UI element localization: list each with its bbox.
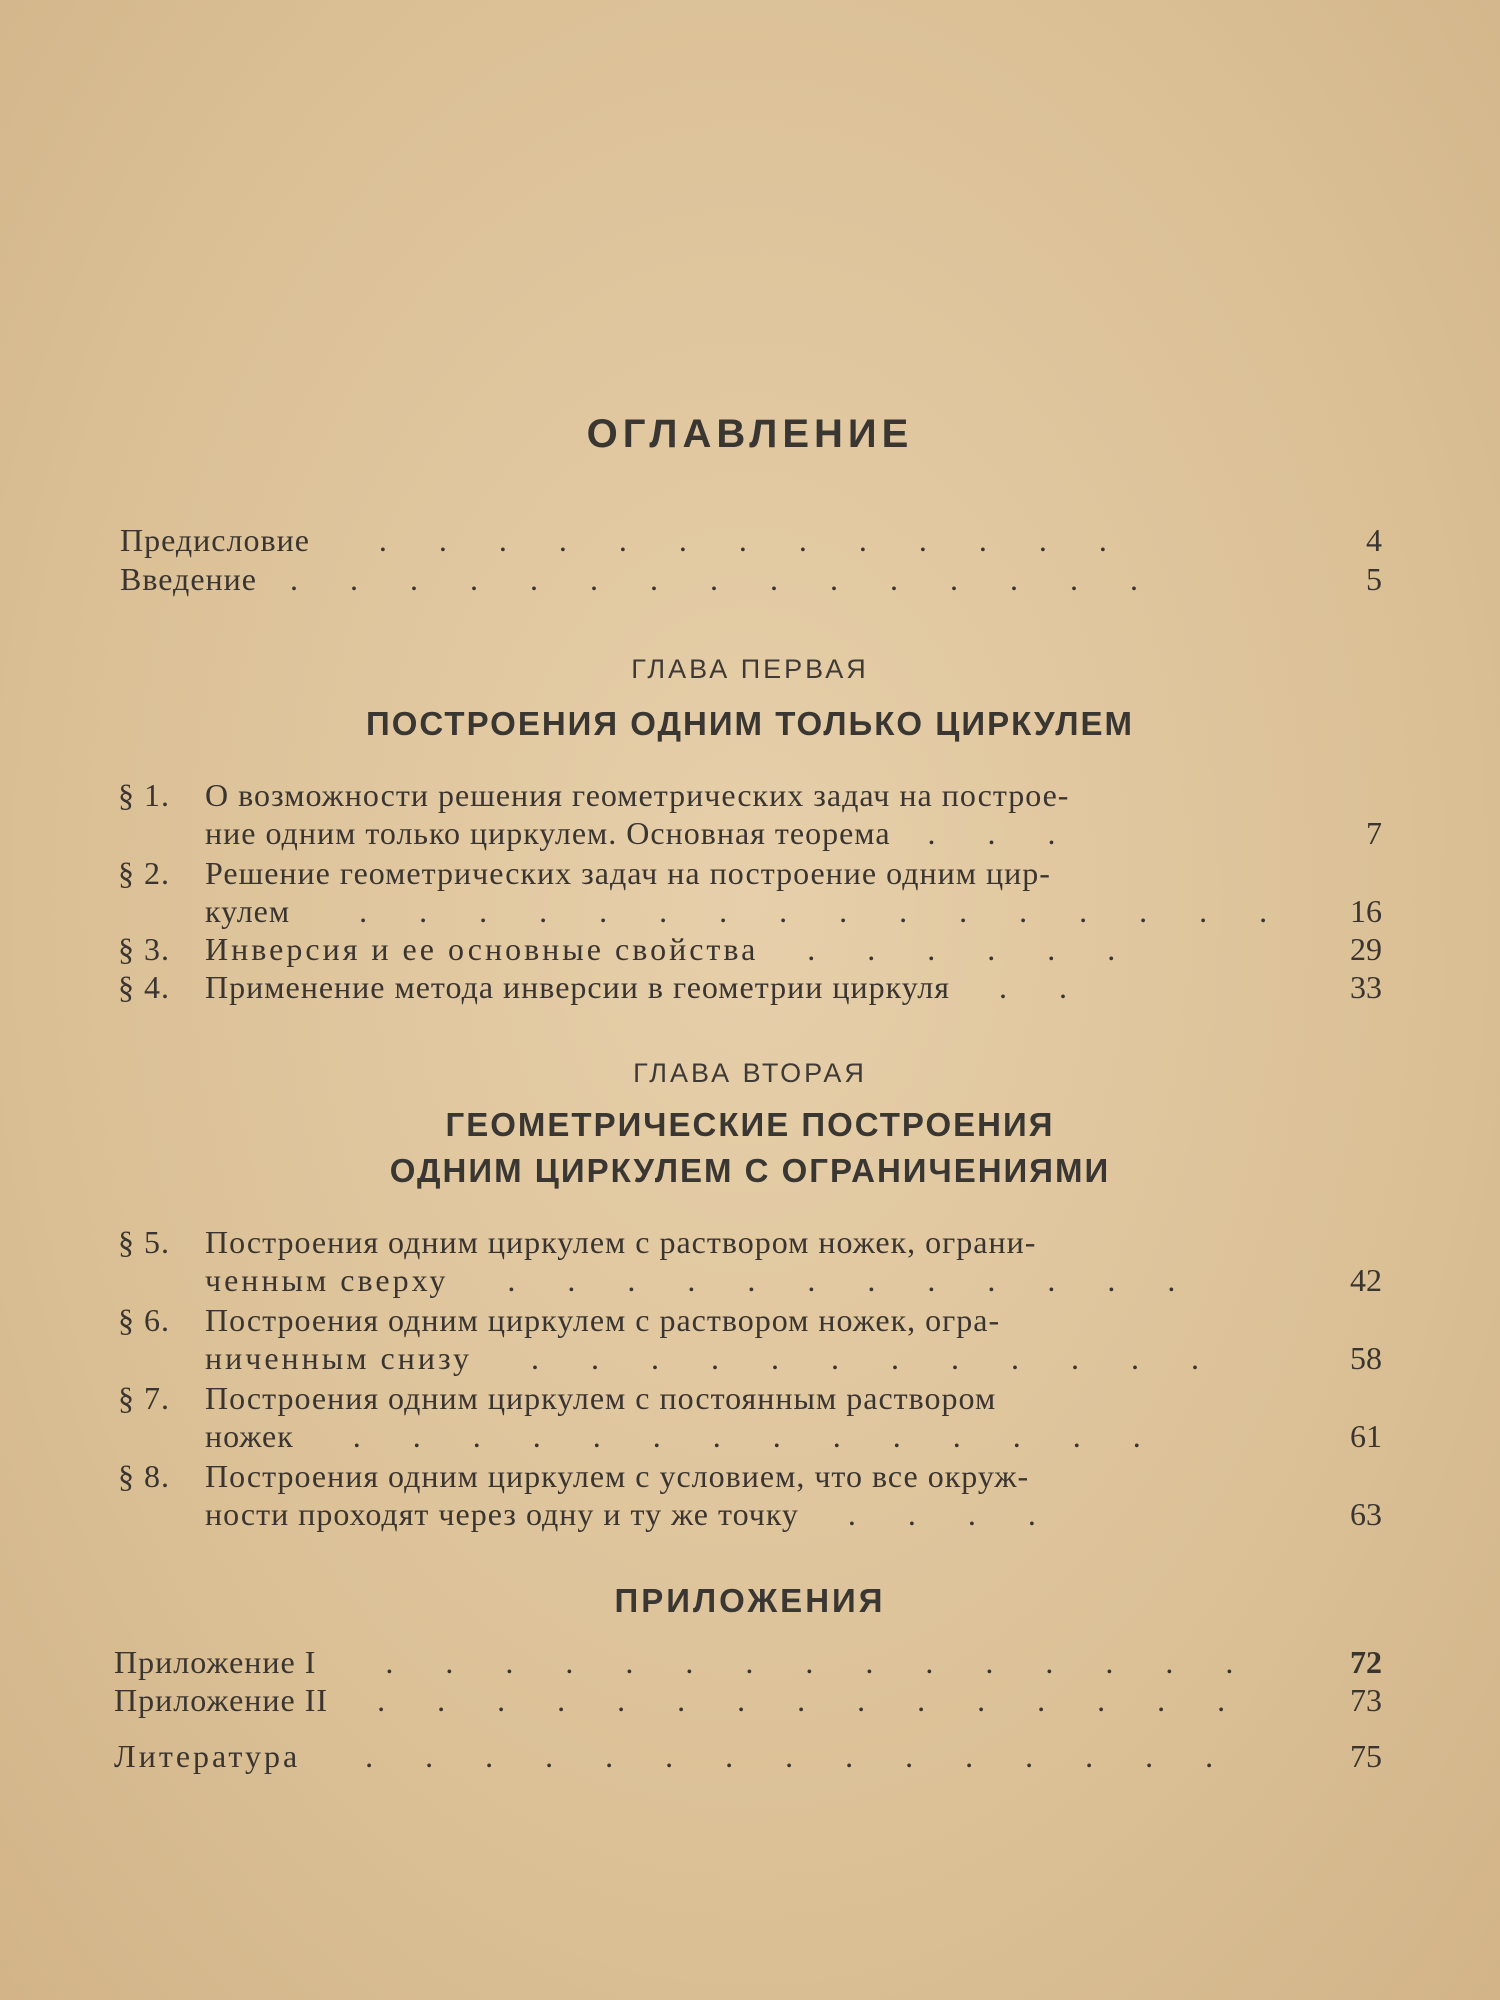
leader-dots: . . . . . . . . . . . . . . . [377,1682,1248,1718]
chapter-label: ГЛАВА ВТОРАЯ [633,1058,867,1088]
section-number: § 8. [118,1458,170,1494]
chapter-title-line: ГЕОМЕТРИЧЕСКИЕ ПОСТРОЕНИЯ [445,1106,1055,1143]
toc-entry-preface [120,522,1129,559]
section-title-line [205,1418,1163,1455]
page-number: 63 [1350,1496,1382,1532]
section-title-text: ниченным снизу [205,1340,472,1376]
leader-dots: . . . . . . . . . . . . . . . [365,1738,1236,1774]
chapter-title: ПОСТРОЕНИЯ ОДНИМ ТОЛЬКО ЦИРКУЛЕМ [366,705,1134,742]
page-number: 33 [1350,969,1382,1005]
page-number: 7 [1366,815,1382,851]
entry-label: Литература [114,1738,301,1774]
chapter-title-line: ОДНИМ ЦИРКУЛЕМ С ОГРАНИЧЕНИЯМИ [389,1152,1111,1189]
toc-entry-appendix-1 [114,1644,1255,1681]
section-title-text: ножек [205,1418,294,1454]
section-title-line: О возможности решения геометрических задач на построе- [205,777,1070,813]
entry-label: Приложение II [114,1682,329,1718]
leader-dots: . . [998,969,1089,1005]
section-number: § 4. [118,969,170,1005]
leader-dots: . . . . . . . . . . . . [530,1340,1221,1376]
section-title-text: ности проходят через одну и ту же точку [205,1496,799,1532]
entry-label: Приложение I [114,1644,317,1680]
leader-dots: . . . . . . [807,931,1138,967]
appendix-title: ПРИЛОЖЕНИЯ [614,1582,886,1619]
page-number: 58 [1350,1340,1382,1376]
page-number: 73 [1350,1682,1382,1718]
leader-dots: . . . . . . . . . . . . . . . . [359,893,1290,929]
section-number: § 1. [118,777,170,813]
section-title-line [205,893,1289,930]
section-number: § 6. [118,1302,170,1338]
page-number: 5 [1366,561,1382,597]
section-title-text: Применение метода инверсии в геометрии циркуля [205,969,950,1005]
leader-dots: . . . . . . . . . . . . . [378,522,1129,558]
entry-label: Предисловие [120,522,310,558]
section-title-line: Построения одним циркулем с раствором ножек, ограни- [205,1224,1037,1260]
section-title-line: Построения одним циркулем с постоянным раствором [205,1380,997,1416]
page-number: 61 [1350,1418,1382,1454]
leader-dots: . . . . [847,1496,1058,1532]
page-number: 42 [1350,1262,1382,1298]
section-title-line [205,815,1078,852]
section-title-line: Решение геометрических задач на построение одним цир- [205,855,1051,891]
page-title: ОГЛАВЛЕНИЕ [586,412,914,456]
section-title-text: ченным сверху [205,1262,449,1298]
section-title-text: ние одним только циркулем. Основная теорема [205,815,891,851]
section-number: § 2. [118,855,170,891]
leader-dots: . . . . . . . . . . . . . . . [289,561,1160,597]
section-title-text: Инверсия и ее основные свойства [205,931,759,967]
section-title-line [205,931,1137,968]
page-number: 4 [1366,522,1382,558]
toc-entry-literature [114,1738,1235,1775]
leader-dots: . . . . . . . . . . . . [507,1262,1198,1298]
chapter-label: ГЛАВА ПЕРВАЯ [631,654,869,684]
toc-entry-appendix-2 [114,1682,1247,1719]
section-title-text: кулем [205,893,291,929]
section-number: § 7. [118,1380,170,1416]
section-title-line [205,969,1089,1006]
section-title-line [205,1262,1197,1299]
section-title-line [205,1340,1221,1377]
section-number: § 5. [118,1224,170,1260]
page-number: 75 [1350,1738,1382,1774]
toc-entry-introduction [120,561,1160,598]
page-number: 16 [1350,893,1382,929]
entry-label: Введение [120,561,257,597]
page-number: 72 [1350,1644,1382,1680]
leader-dots: . . . . . . . . . . . . . . . [385,1644,1256,1680]
section-number: § 3. [118,931,170,967]
page-number: 29 [1350,931,1382,967]
section-title-line: Построения одним циркулем с раствором ножек, огра- [205,1302,1001,1338]
leader-dots: . . . . . . . . . . . . . . [352,1418,1163,1454]
section-title-line [205,1496,1058,1533]
leader-dots: . . . [927,815,1078,851]
section-title-line: Построения одним циркулем с условием, что все окруж- [205,1458,1030,1494]
